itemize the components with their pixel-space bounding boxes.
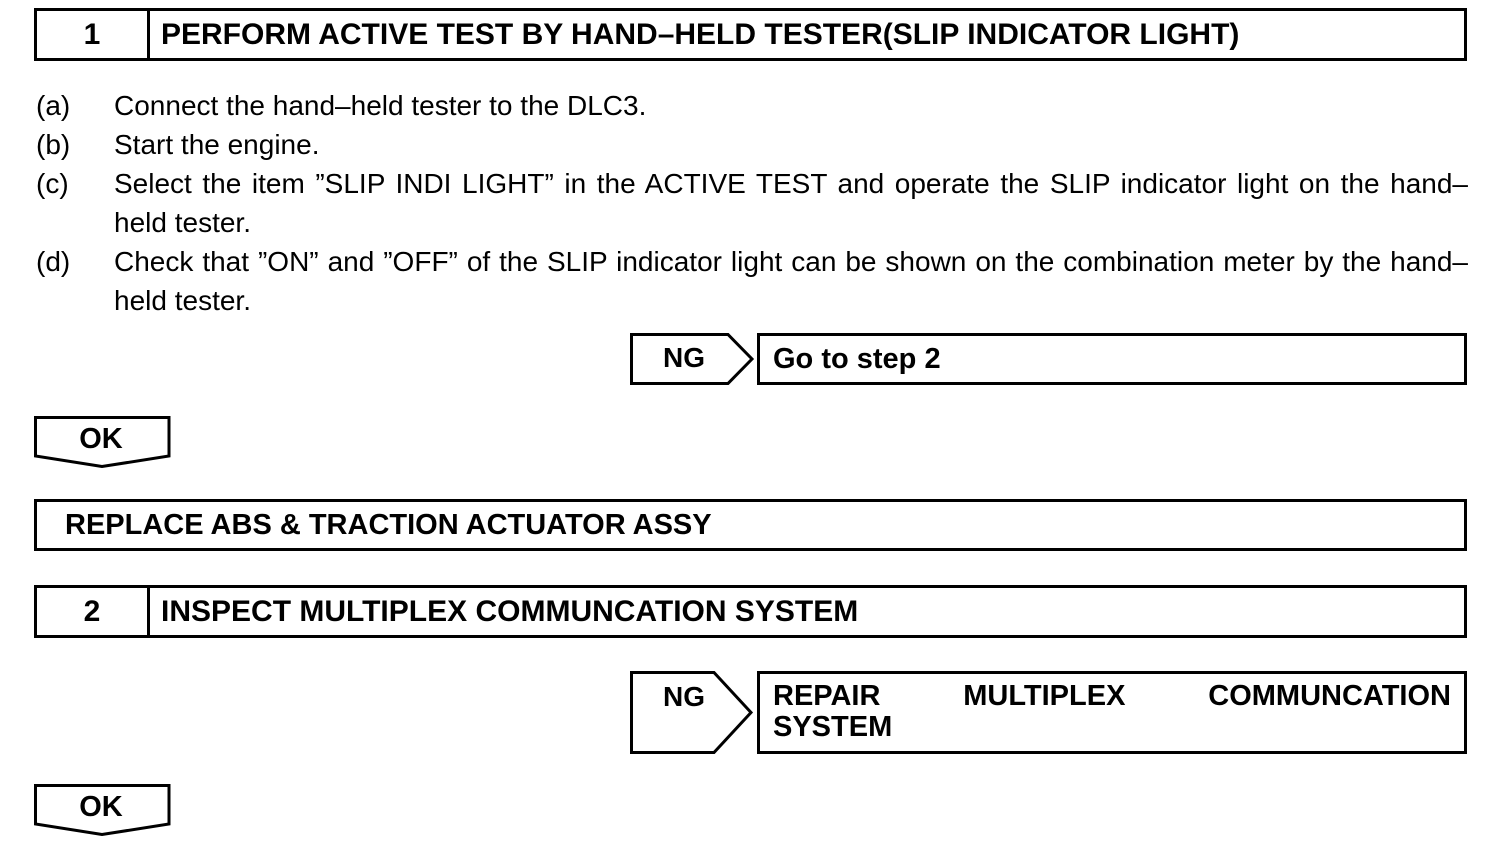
ng-result-box-1	[757, 333, 1467, 385]
instruction-list	[36, 86, 1468, 320]
instruction-a	[36, 86, 1468, 125]
instruction-marker: (d)	[36, 246, 71, 277]
instruction-marker: (b)	[36, 129, 71, 160]
ng-result-word: MULTIPLEX	[963, 680, 1126, 712]
step-1-title: PERFORM ACTIVE TEST BY HAND–HELD TESTER(SLIP INDICATOR LIGHT)	[161, 17, 1240, 51]
instruction-d	[36, 242, 1468, 320]
ng-result-word: REPAIR	[773, 680, 881, 712]
action-box-replace	[34, 499, 1467, 551]
ok-label-2: OK	[79, 791, 123, 823]
ok-arrow-tag-1	[34, 416, 171, 468]
instruction-b	[36, 125, 1468, 164]
ng-result-line-1	[773, 681, 1451, 712]
instruction-marker: (a)	[36, 90, 71, 121]
ok-arrow-tag-2	[34, 784, 171, 836]
ng-result-box-2	[757, 671, 1467, 754]
instruction-text: Check that ”ON” and ”OFF” of the SLIP indicator light can be shown on the combination meter by the hand–held tester.	[114, 246, 1468, 316]
ng-result-line-2: SYSTEM	[773, 711, 893, 743]
step-2-header	[34, 585, 1467, 638]
step-1-number: 1	[37, 11, 150, 58]
ng-result-word: COMMUNCATION	[1208, 680, 1451, 712]
step-2-number: 2	[37, 588, 150, 635]
step-2-title: INSPECT MULTIPLEX COMMUNCATION SYSTEM	[161, 594, 859, 628]
ng-label-2: NG	[663, 681, 705, 712]
instruction-c	[36, 164, 1468, 242]
instruction-text: Connect the hand–held tester to the DLC3.	[114, 90, 647, 121]
ng-arrow-tag-2	[630, 671, 755, 754]
step-1-header	[34, 8, 1467, 61]
instruction-text: Select the item ”SLIP INDI LIGHT” in the ACTIVE TEST and operate the SLIP indicator light on the hand–held tester.	[114, 168, 1468, 238]
ng-result-text-1: Go to step 2	[773, 342, 941, 375]
instruction-marker: (c)	[36, 168, 69, 199]
action-text: REPLACE ABS & TRACTION ACTUATOR ASSY	[65, 508, 712, 541]
ng-arrow-tag-1	[630, 333, 755, 385]
ng-label-1: NG	[663, 342, 705, 373]
instruction-text: Start the engine.	[114, 129, 320, 160]
ok-label-1: OK	[79, 423, 123, 455]
